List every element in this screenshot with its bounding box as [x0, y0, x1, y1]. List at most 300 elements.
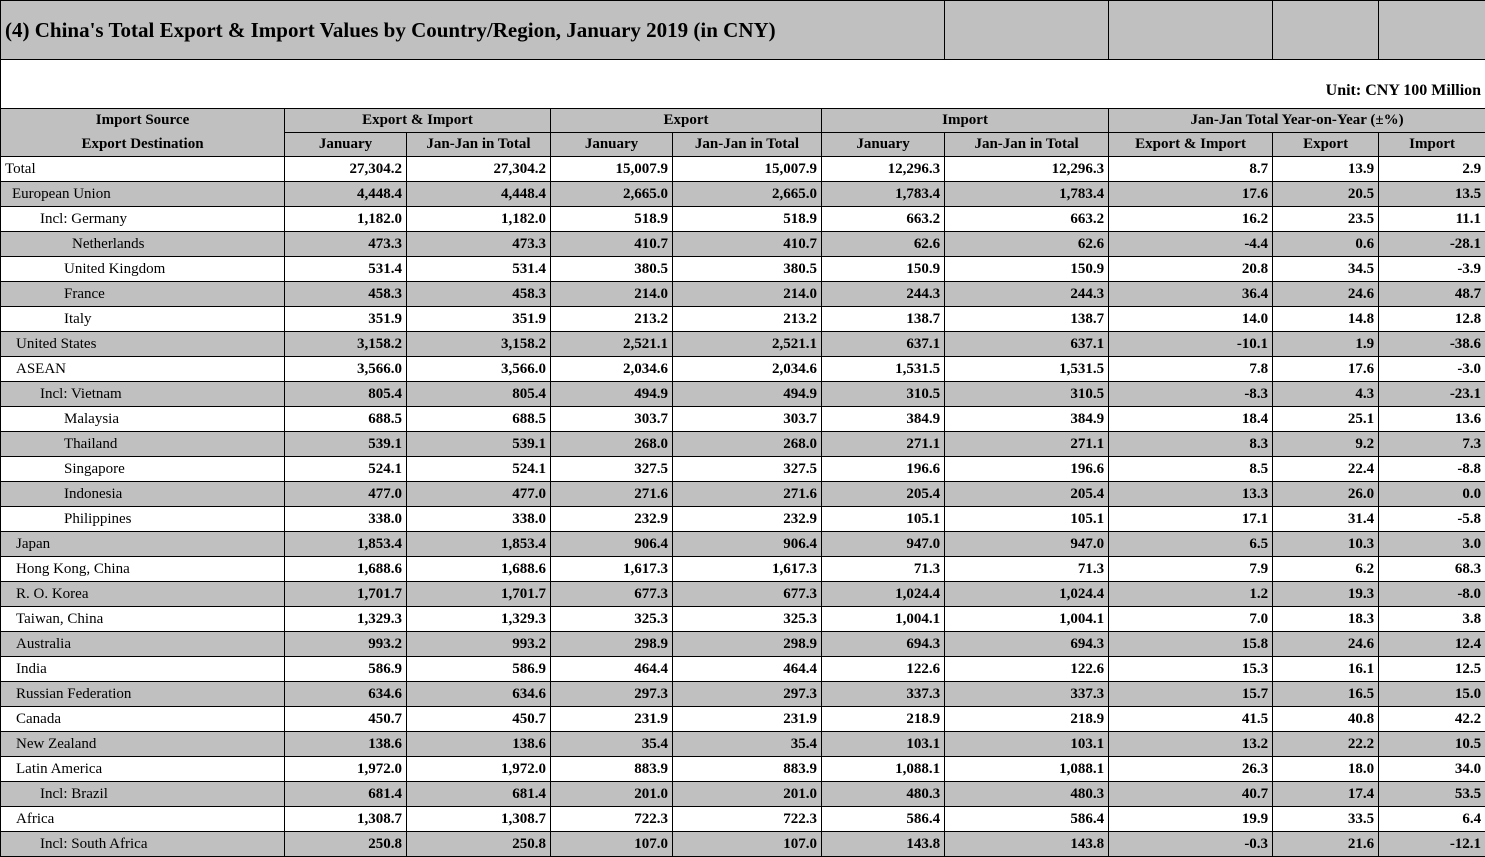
- value-cell: 214.0: [673, 282, 822, 307]
- value-cell: 62.6: [822, 232, 945, 257]
- row-label: Total: [1, 157, 285, 182]
- table-row: [1, 782, 1485, 807]
- header-yoy-import: Import: [1379, 133, 1485, 157]
- value-cell: 1,308.7: [407, 807, 551, 832]
- title-blank-cell: [1109, 1, 1273, 60]
- value-cell: 213.2: [673, 307, 822, 332]
- table-row: [1, 332, 1485, 357]
- value-cell: 3,158.2: [285, 332, 407, 357]
- value-cell: 1,004.1: [945, 607, 1109, 632]
- value-cell: 22.4: [1273, 457, 1379, 482]
- value-cell: 103.1: [945, 732, 1109, 757]
- value-cell: 380.5: [551, 257, 673, 282]
- value-cell: 18.3: [1273, 607, 1379, 632]
- row-label: India: [1, 657, 285, 682]
- value-cell: 4.3: [1273, 382, 1379, 407]
- header-yoy-export-import: Export & Import: [1109, 133, 1273, 157]
- value-cell: 337.3: [822, 682, 945, 707]
- value-cell: 1,308.7: [285, 807, 407, 832]
- value-cell: 325.3: [551, 607, 673, 632]
- value-cell: 250.8: [285, 832, 407, 857]
- value-cell: -8.3: [1109, 382, 1273, 407]
- value-cell: 26.0: [1273, 482, 1379, 507]
- value-cell: 62.6: [945, 232, 1109, 257]
- header-january: January: [551, 133, 673, 157]
- title-blank-cell: [945, 1, 1109, 60]
- value-cell: 214.0: [551, 282, 673, 307]
- value-cell: 494.9: [673, 382, 822, 407]
- value-cell: 518.9: [551, 207, 673, 232]
- value-cell: 2,665.0: [551, 182, 673, 207]
- value-cell: 0.6: [1273, 232, 1379, 257]
- value-cell: 384.9: [945, 407, 1109, 432]
- table-row: [1, 407, 1485, 432]
- value-cell: 105.1: [945, 507, 1109, 532]
- value-cell: 40.7: [1109, 782, 1273, 807]
- value-cell: 3,566.0: [285, 357, 407, 382]
- value-cell: 1,329.3: [407, 607, 551, 632]
- header-export: Export: [551, 109, 822, 133]
- value-cell: 480.3: [822, 782, 945, 807]
- value-cell: 1,783.4: [822, 182, 945, 207]
- value-cell: 12.4: [1379, 632, 1485, 657]
- value-cell: 268.0: [673, 432, 822, 457]
- value-cell: 138.6: [407, 732, 551, 757]
- value-cell: 410.7: [673, 232, 822, 257]
- value-cell: 351.9: [407, 307, 551, 332]
- value-cell: 494.9: [551, 382, 673, 407]
- row-label: Australia: [1, 632, 285, 657]
- value-cell: 244.3: [945, 282, 1109, 307]
- value-cell: 3.8: [1379, 607, 1485, 632]
- value-cell: 21.6: [1273, 832, 1379, 857]
- value-cell: 634.6: [407, 682, 551, 707]
- value-cell: 16.1: [1273, 657, 1379, 682]
- value-cell: 15.0: [1379, 682, 1485, 707]
- value-cell: 681.4: [407, 782, 551, 807]
- value-cell: 663.2: [822, 207, 945, 232]
- value-cell: 122.6: [945, 657, 1109, 682]
- value-cell: 150.9: [945, 257, 1109, 282]
- value-cell: 297.3: [551, 682, 673, 707]
- table-row: [1, 807, 1485, 832]
- value-cell: 531.4: [407, 257, 551, 282]
- value-cell: 2,521.1: [551, 332, 673, 357]
- value-cell: 303.7: [551, 407, 673, 432]
- table-title: (4) China's Total Export & Import Values by Country/Region, January 2019 (in CNY): [1, 1, 945, 60]
- value-cell: -12.1: [1379, 832, 1485, 857]
- value-cell: 539.1: [407, 432, 551, 457]
- value-cell: 1,701.7: [285, 582, 407, 607]
- row-label: Canada: [1, 707, 285, 732]
- value-cell: 993.2: [407, 632, 551, 657]
- value-cell: 12.8: [1379, 307, 1485, 332]
- table-row: [1, 532, 1485, 557]
- value-cell: 15.8: [1109, 632, 1273, 657]
- value-cell: 27,304.2: [285, 157, 407, 182]
- value-cell: 143.8: [945, 832, 1109, 857]
- value-cell: 688.5: [407, 407, 551, 432]
- value-cell: -8.0: [1379, 582, 1485, 607]
- value-cell: 477.0: [285, 482, 407, 507]
- value-cell: 637.1: [822, 332, 945, 357]
- value-cell: 6.2: [1273, 557, 1379, 582]
- value-cell: 35.4: [551, 732, 673, 757]
- value-cell: 232.9: [551, 507, 673, 532]
- value-cell: 338.0: [285, 507, 407, 532]
- title-row: [1, 1, 1485, 60]
- value-cell: -10.1: [1109, 332, 1273, 357]
- value-cell: 458.3: [407, 282, 551, 307]
- header-jan-jan-total: Jan-Jan in Total: [945, 133, 1109, 157]
- value-cell: 250.8: [407, 832, 551, 857]
- row-label: Incl: Vietnam: [1, 382, 285, 407]
- value-cell: 338.0: [407, 507, 551, 532]
- row-label: Japan: [1, 532, 285, 557]
- value-cell: 71.3: [945, 557, 1109, 582]
- value-cell: 464.4: [673, 657, 822, 682]
- table-row: [1, 707, 1485, 732]
- header-jan-jan-total: Jan-Jan in Total: [407, 133, 551, 157]
- value-cell: 17.4: [1273, 782, 1379, 807]
- header-january: January: [285, 133, 407, 157]
- row-label: ASEAN: [1, 357, 285, 382]
- value-cell: 883.9: [551, 757, 673, 782]
- value-cell: 17.6: [1273, 357, 1379, 382]
- value-cell: 586.9: [285, 657, 407, 682]
- value-cell: 34.0: [1379, 757, 1485, 782]
- value-cell: 2,521.1: [673, 332, 822, 357]
- value-cell: 327.5: [673, 457, 822, 482]
- value-cell: 303.7: [673, 407, 822, 432]
- value-cell: 13.3: [1109, 482, 1273, 507]
- value-cell: 138.7: [822, 307, 945, 332]
- value-cell: 9.2: [1273, 432, 1379, 457]
- table-row: [1, 632, 1485, 657]
- value-cell: 384.9: [822, 407, 945, 432]
- row-label: New Zealand: [1, 732, 285, 757]
- row-label: Malaysia: [1, 407, 285, 432]
- value-cell: 244.3: [822, 282, 945, 307]
- value-cell: 297.3: [673, 682, 822, 707]
- row-label: Incl: Germany: [1, 207, 285, 232]
- table-row: [1, 607, 1485, 632]
- row-label: Incl: South Africa: [1, 832, 285, 857]
- row-label: Latin America: [1, 757, 285, 782]
- value-cell: 464.4: [551, 657, 673, 682]
- table-row: [1, 557, 1485, 582]
- value-cell: 1,182.0: [407, 207, 551, 232]
- value-cell: 150.9: [822, 257, 945, 282]
- value-cell: 1,783.4: [945, 182, 1109, 207]
- value-cell: -0.3: [1109, 832, 1273, 857]
- unit-label: Unit: CNY 100 Million: [1, 60, 1485, 109]
- value-cell: 138.6: [285, 732, 407, 757]
- value-cell: 473.3: [285, 232, 407, 257]
- value-cell: 450.7: [407, 707, 551, 732]
- value-cell: 205.4: [822, 482, 945, 507]
- value-cell: 231.9: [551, 707, 673, 732]
- value-cell: 1,531.5: [822, 357, 945, 382]
- value-cell: 351.9: [285, 307, 407, 332]
- value-cell: 1,617.3: [673, 557, 822, 582]
- value-cell: 24.6: [1273, 632, 1379, 657]
- value-cell: 13.9: [1273, 157, 1379, 182]
- value-cell: 634.6: [285, 682, 407, 707]
- value-cell: 18.0: [1273, 757, 1379, 782]
- header-january: January: [822, 133, 945, 157]
- value-cell: 15.3: [1109, 657, 1273, 682]
- value-cell: 10.3: [1273, 532, 1379, 557]
- value-cell: 586.9: [407, 657, 551, 682]
- value-cell: 34.5: [1273, 257, 1379, 282]
- value-cell: 20.5: [1273, 182, 1379, 207]
- table-row: [1, 182, 1485, 207]
- value-cell: 310.5: [945, 382, 1109, 407]
- value-cell: 26.3: [1109, 757, 1273, 782]
- value-cell: 105.1: [822, 507, 945, 532]
- row-label: United States: [1, 332, 285, 357]
- row-label: Philippines: [1, 507, 285, 532]
- value-cell: 450.7: [285, 707, 407, 732]
- value-cell: 883.9: [673, 757, 822, 782]
- table-row: [1, 232, 1485, 257]
- value-cell: 1,531.5: [945, 357, 1109, 382]
- value-cell: 71.3: [822, 557, 945, 582]
- value-cell: 337.3: [945, 682, 1109, 707]
- value-cell: 1,024.4: [945, 582, 1109, 607]
- table-row: [1, 157, 1485, 182]
- value-cell: 201.0: [551, 782, 673, 807]
- value-cell: 906.4: [551, 532, 673, 557]
- value-cell: -23.1: [1379, 382, 1485, 407]
- title-blank-cell: [1273, 1, 1379, 60]
- value-cell: 12,296.3: [822, 157, 945, 182]
- value-cell: 1,688.6: [407, 557, 551, 582]
- value-cell: 7.0: [1109, 607, 1273, 632]
- value-cell: -3.0: [1379, 357, 1485, 382]
- value-cell: 694.3: [822, 632, 945, 657]
- value-cell: 13.6: [1379, 407, 1485, 432]
- value-cell: 17.1: [1109, 507, 1273, 532]
- value-cell: 947.0: [945, 532, 1109, 557]
- value-cell: 8.7: [1109, 157, 1273, 182]
- value-cell: -8.8: [1379, 457, 1485, 482]
- value-cell: 0.0: [1379, 482, 1485, 507]
- value-cell: 48.7: [1379, 282, 1485, 307]
- value-cell: 1,972.0: [407, 757, 551, 782]
- table-row: [1, 482, 1485, 507]
- value-cell: 8.5: [1109, 457, 1273, 482]
- value-cell: 586.4: [945, 807, 1109, 832]
- value-cell: 1,617.3: [551, 557, 673, 582]
- value-cell: 31.4: [1273, 507, 1379, 532]
- row-label: European Union: [1, 182, 285, 207]
- value-cell: 327.5: [551, 457, 673, 482]
- value-cell: 213.2: [551, 307, 673, 332]
- value-cell: 15.7: [1109, 682, 1273, 707]
- value-cell: 14.0: [1109, 307, 1273, 332]
- value-cell: 271.6: [673, 482, 822, 507]
- value-cell: 122.6: [822, 657, 945, 682]
- value-cell: 805.4: [407, 382, 551, 407]
- row-label: Indonesia: [1, 482, 285, 507]
- row-label: Italy: [1, 307, 285, 332]
- value-cell: 3.0: [1379, 532, 1485, 557]
- value-cell: 16.5: [1273, 682, 1379, 707]
- table-row: [1, 257, 1485, 282]
- header-export-destination: Export Destination: [1, 133, 285, 157]
- value-cell: 2,034.6: [551, 357, 673, 382]
- value-cell: 42.2: [1379, 707, 1485, 732]
- value-cell: 1,853.4: [407, 532, 551, 557]
- value-cell: 13.2: [1109, 732, 1273, 757]
- value-cell: 524.1: [407, 457, 551, 482]
- header-row-1: [1, 109, 1485, 133]
- value-cell: 473.3: [407, 232, 551, 257]
- value-cell: 23.5: [1273, 207, 1379, 232]
- value-cell: 11.1: [1379, 207, 1485, 232]
- value-cell: 4,448.4: [285, 182, 407, 207]
- value-cell: 17.6: [1109, 182, 1273, 207]
- value-cell: 480.3: [945, 782, 1109, 807]
- row-label: Hong Kong, China: [1, 557, 285, 582]
- table-row: [1, 457, 1485, 482]
- value-cell: 268.0: [551, 432, 673, 457]
- value-cell: 2.9: [1379, 157, 1485, 182]
- value-cell: 7.9: [1109, 557, 1273, 582]
- value-cell: 271.1: [945, 432, 1109, 457]
- row-label: Taiwan, China: [1, 607, 285, 632]
- value-cell: 196.6: [945, 457, 1109, 482]
- value-cell: 663.2: [945, 207, 1109, 232]
- row-label: Africa: [1, 807, 285, 832]
- value-cell: -38.6: [1379, 332, 1485, 357]
- value-cell: 722.3: [551, 807, 673, 832]
- value-cell: 906.4: [673, 532, 822, 557]
- value-cell: 458.3: [285, 282, 407, 307]
- value-cell: 637.1: [945, 332, 1109, 357]
- value-cell: 41.5: [1109, 707, 1273, 732]
- value-cell: 24.6: [1273, 282, 1379, 307]
- value-cell: 1,688.6: [285, 557, 407, 582]
- value-cell: 298.9: [673, 632, 822, 657]
- value-cell: 1,853.4: [285, 532, 407, 557]
- value-cell: 25.1: [1273, 407, 1379, 432]
- value-cell: 477.0: [407, 482, 551, 507]
- row-label: France: [1, 282, 285, 307]
- value-cell: 1.9: [1273, 332, 1379, 357]
- value-cell: 40.8: [1273, 707, 1379, 732]
- value-cell: 380.5: [673, 257, 822, 282]
- value-cell: 586.4: [822, 807, 945, 832]
- header-import: Import: [822, 109, 1109, 133]
- value-cell: 271.1: [822, 432, 945, 457]
- value-cell: 1,182.0: [285, 207, 407, 232]
- value-cell: 103.1: [822, 732, 945, 757]
- header-jan-jan-total: Jan-Jan in Total: [673, 133, 822, 157]
- table-row: [1, 357, 1485, 382]
- value-cell: 138.7: [945, 307, 1109, 332]
- value-cell: -5.8: [1379, 507, 1485, 532]
- value-cell: 22.2: [1273, 732, 1379, 757]
- value-cell: 1,329.3: [285, 607, 407, 632]
- value-cell: 298.9: [551, 632, 673, 657]
- value-cell: 18.4: [1109, 407, 1273, 432]
- header-import-source: Import Source: [1, 109, 285, 133]
- value-cell: 6.5: [1109, 532, 1273, 557]
- value-cell: 3,158.2: [407, 332, 551, 357]
- value-cell: 7.3: [1379, 432, 1485, 457]
- table-row: [1, 732, 1485, 757]
- row-label: United Kingdom: [1, 257, 285, 282]
- header-export-import: Export & Import: [285, 109, 551, 133]
- row-label: Russian Federation: [1, 682, 285, 707]
- value-cell: 12.5: [1379, 657, 1485, 682]
- value-cell: 13.5: [1379, 182, 1485, 207]
- value-cell: 993.2: [285, 632, 407, 657]
- value-cell: 410.7: [551, 232, 673, 257]
- header-yoy: Jan-Jan Total Year-on-Year (±%): [1109, 109, 1485, 133]
- value-cell: 271.6: [551, 482, 673, 507]
- value-cell: 20.8: [1109, 257, 1273, 282]
- header-yoy-export: Export: [1273, 133, 1379, 157]
- value-cell: 143.8: [822, 832, 945, 857]
- value-cell: 539.1: [285, 432, 407, 457]
- value-cell: 1,088.1: [822, 757, 945, 782]
- value-cell: 688.5: [285, 407, 407, 432]
- value-cell: 1.2: [1109, 582, 1273, 607]
- value-cell: 201.0: [673, 782, 822, 807]
- table-row: [1, 507, 1485, 532]
- row-label: R. O. Korea: [1, 582, 285, 607]
- value-cell: 677.3: [551, 582, 673, 607]
- value-cell: 53.5: [1379, 782, 1485, 807]
- value-cell: 33.5: [1273, 807, 1379, 832]
- value-cell: 218.9: [945, 707, 1109, 732]
- value-cell: 36.4: [1109, 282, 1273, 307]
- value-cell: 196.6: [822, 457, 945, 482]
- value-cell: 8.3: [1109, 432, 1273, 457]
- value-cell: 694.3: [945, 632, 1109, 657]
- value-cell: 805.4: [285, 382, 407, 407]
- row-label: Incl: Brazil: [1, 782, 285, 807]
- value-cell: 2,665.0: [673, 182, 822, 207]
- value-cell: 19.9: [1109, 807, 1273, 832]
- value-cell: 4,448.4: [407, 182, 551, 207]
- value-cell: 947.0: [822, 532, 945, 557]
- value-cell: 531.4: [285, 257, 407, 282]
- value-cell: 722.3: [673, 807, 822, 832]
- value-cell: 3,566.0: [407, 357, 551, 382]
- value-cell: 14.8: [1273, 307, 1379, 332]
- value-cell: 218.9: [822, 707, 945, 732]
- value-cell: -28.1: [1379, 232, 1485, 257]
- value-cell: 681.4: [285, 782, 407, 807]
- value-cell: 1,088.1: [945, 757, 1109, 782]
- value-cell: 6.4: [1379, 807, 1485, 832]
- table-row: [1, 757, 1485, 782]
- value-cell: 325.3: [673, 607, 822, 632]
- table-row: [1, 432, 1485, 457]
- value-cell: 2,034.6: [673, 357, 822, 382]
- header-row-2: [1, 133, 1485, 157]
- unit-row: [1, 60, 1485, 109]
- value-cell: 12,296.3: [945, 157, 1109, 182]
- table-row: [1, 307, 1485, 332]
- value-cell: 1,004.1: [822, 607, 945, 632]
- table-row: [1, 582, 1485, 607]
